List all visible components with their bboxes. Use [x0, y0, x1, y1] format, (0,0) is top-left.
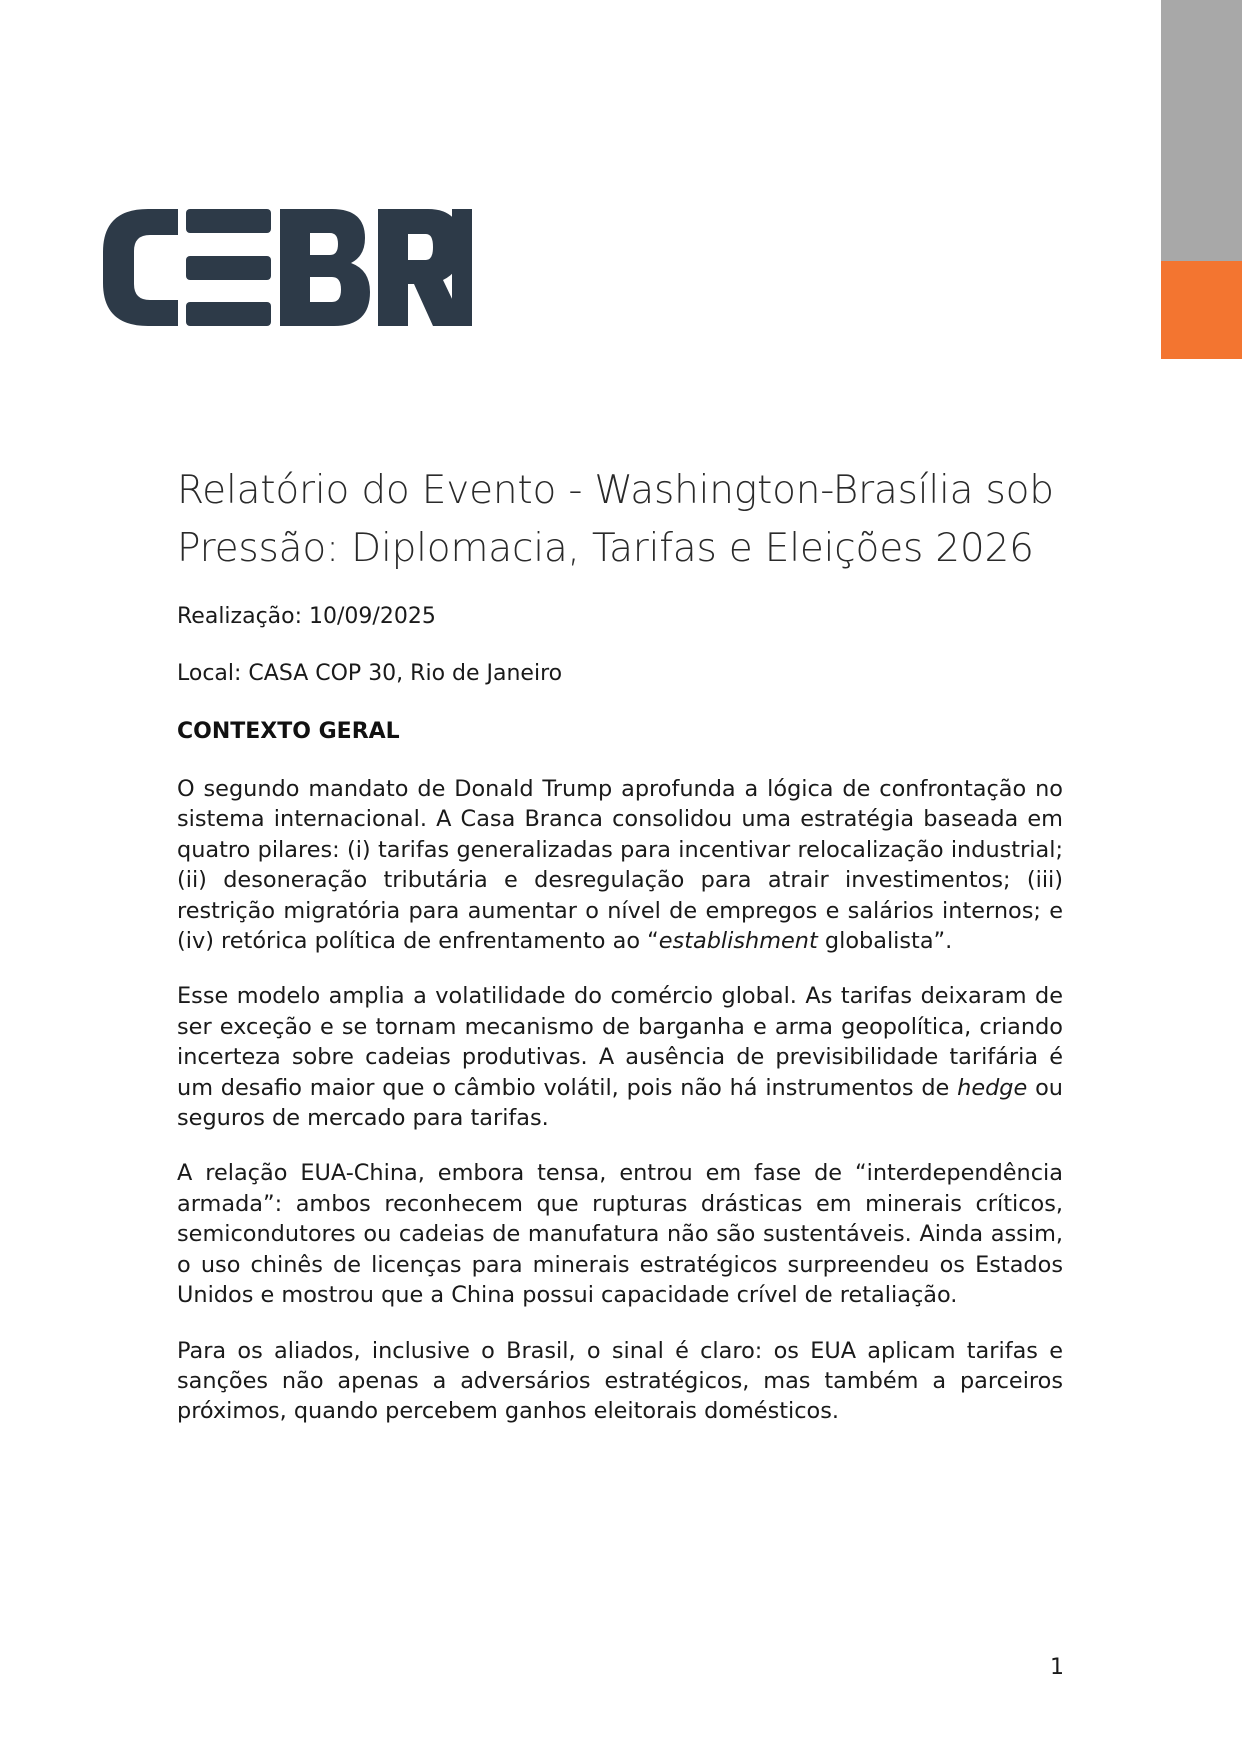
paragraph-2-text-a: Esse modelo amplia a volatilidade do comércio global. As tarifas deixaram de ser exceção e se tornam mecanismo de barganha e arma geopolítica, criando incerteza sobre cadeias produtivas. A ausência de previsibilidade tarifária é um desafio maior que o câmbio volátil, pois não há instrumentos de: [177, 983, 1063, 1101]
paragraph-3: A relação EUA-China, embora tensa, entrou em fase de “interdependência armada”: ambos reconhecem que rupturas drásticas em minerais críticos, semicondutores ou cadeias de manufatura não são sustentáveis. Ainda assim, o uso chinês de licenças para minerais estratégicos surpreendeu os Estados Unidos e mostrou que a China possui capacidade crível de retaliação.: [177, 1160, 1063, 1309]
document-body: [177, 462, 1063, 1427]
side-accent-orange: [1161, 261, 1242, 359]
section-heading: CONTEXTO GERAL: [177, 719, 400, 744]
paragraph-1-text-a: O segundo mandato de Donald Trump aprofunda a lógica de confrontação no sistema internacional. A Casa Branca consolidou uma estratégia baseada em quatro pilares: (i) tarifas generalizadas para incentivar relocalização industrial; (ii) desoneração tributária e desregulação para atrair investimentos; (iii) restrição migratória para aumentar o nível de empregos e salários internos; e (iv) retórica política de enfrentamento ao “: [177, 776, 1063, 955]
page-title: Relatório do Evento - Washington-Brasília sob Pressão: Diplomacia, Tarifas e Eleições 2026: [177, 468, 1054, 571]
paragraph-2-emphasis: hedge: [957, 1074, 1028, 1101]
page-number: 1: [1050, 1655, 1064, 1680]
side-accent-gray: [1161, 0, 1242, 261]
event-date: Realização: 10/09/2025: [177, 604, 436, 629]
paragraph-1-text-b: globalista”.: [817, 928, 953, 955]
paragraph-1-emphasis: establishment: [658, 928, 818, 955]
paragraph-2: [177, 981, 1063, 1133]
paragraph-4: Para os aliados, inclusive o Brasil, o sinal é claro: os EUA aplicam tarifas e sanções não apenas a adversários estratégicos, mas também a parceiros próximos, quando percebem ganhos eleitorais domésticos.: [177, 1337, 1063, 1425]
paragraph-2-text-b: ou seguros de mercado para tarifas.: [177, 1074, 1063, 1132]
paragraph-1: [177, 774, 1063, 956]
cebri-logo: [100, 205, 475, 330]
cebri-logo-mark: [100, 205, 475, 330]
event-location: Local: CASA COP 30, Rio de Janeiro: [177, 661, 563, 686]
